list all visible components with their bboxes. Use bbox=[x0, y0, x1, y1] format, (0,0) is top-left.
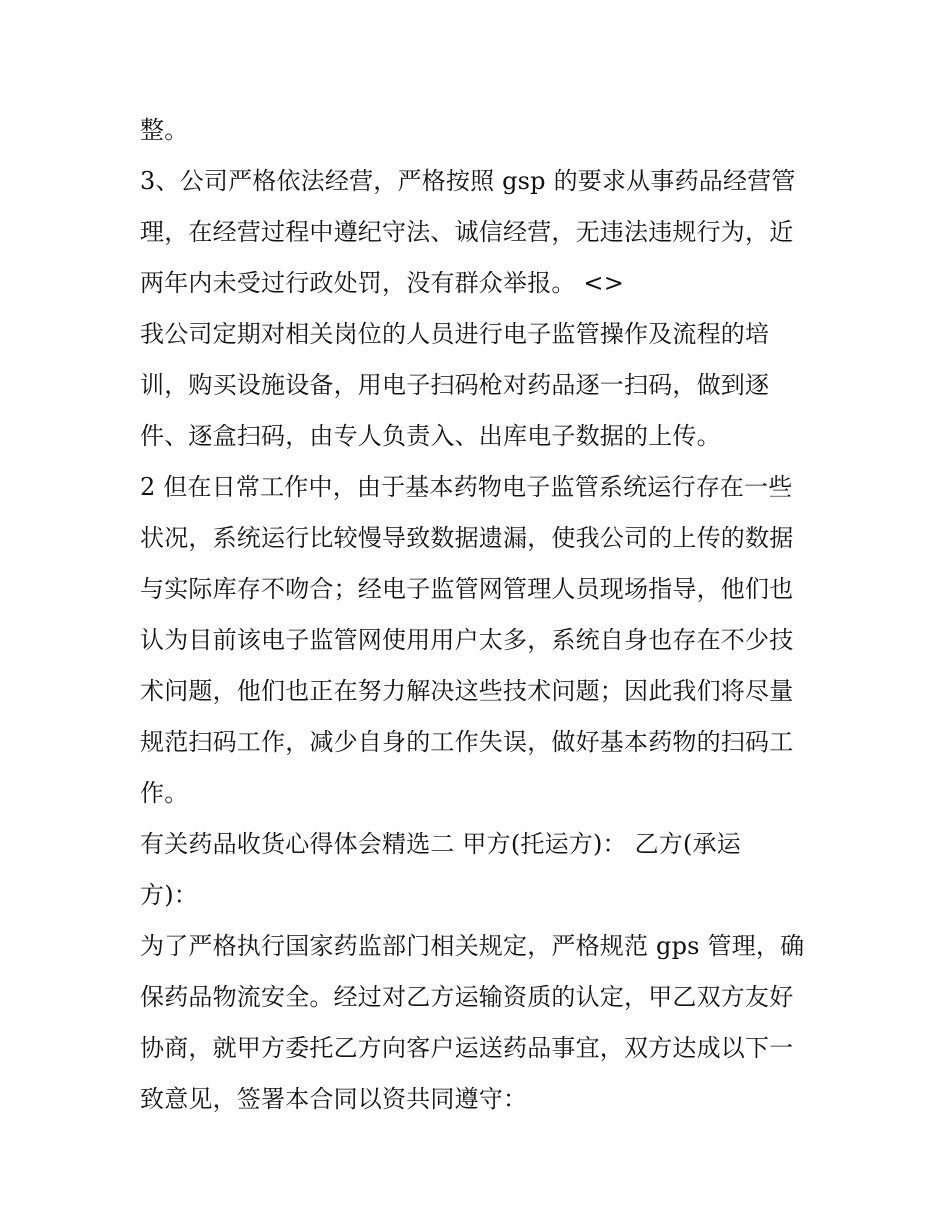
text-line: 作。 bbox=[140, 779, 189, 807]
text-line: 有关药品收货心得体会精选二 甲方(托运方)： 乙方(承运 bbox=[140, 830, 741, 858]
text-line: 规范扫码工作，减少自身的工作失误，做好基本药物的扫码工 bbox=[140, 728, 794, 756]
text-line: 两年内未受过行政处罚，没有群众举报。 <> bbox=[140, 269, 625, 297]
text-line: 保药品物流安全。经过对乙方运输资质的认定，甲乙双方友好 bbox=[140, 983, 794, 1011]
text-line: 整。 bbox=[140, 116, 189, 144]
text-line: 理，在经营过程中遵纪守法、诚信经营，无违法违规行为，近 bbox=[140, 218, 794, 246]
text-line: 2 但在日常工作中，由于基本药物电子监管系统运行存在一些 bbox=[140, 473, 793, 501]
text-line: 认为目前该电子监管网使用用户太多，系统自身也存在不少技 bbox=[140, 626, 794, 654]
text-line: 术问题，他们也正在努力解决这些技术问题；因此我们将尽量 bbox=[140, 677, 794, 705]
text-line: 件、逐盒扫码，由专人负责入、出库电子数据的上传。 bbox=[140, 422, 721, 450]
text-line: 与实际库存不吻合；经电子监管网管理人员现场指导，他们也 bbox=[140, 575, 794, 603]
text-line: 3、公司严格依法经营，严格按照 gsp 的要求从事药品经营管 bbox=[140, 167, 796, 195]
text-line: 状况，系统运行比较慢导致数据遗漏，使我公司的上传的数据 bbox=[140, 524, 794, 552]
text-line: 为了严格执行国家药监部门相关规定，严格规范 gps 管理，确 bbox=[140, 932, 805, 960]
text-line: 我公司定期对相关岗位的人员进行电子监管操作及流程的培 bbox=[140, 320, 770, 348]
text-line: 协商，就甲方委托乙方向客户运送药品事宜，双方达成以下一 bbox=[140, 1034, 794, 1062]
document-body bbox=[140, 105, 830, 1125]
text-line: 致意见，签署本合同以资共同遵守： bbox=[140, 1085, 528, 1113]
text-line: 方)： bbox=[140, 881, 198, 909]
text-line: 训，购买设施设备，用电子扫码枪对药品逐一扫码，做到逐 bbox=[140, 371, 770, 399]
